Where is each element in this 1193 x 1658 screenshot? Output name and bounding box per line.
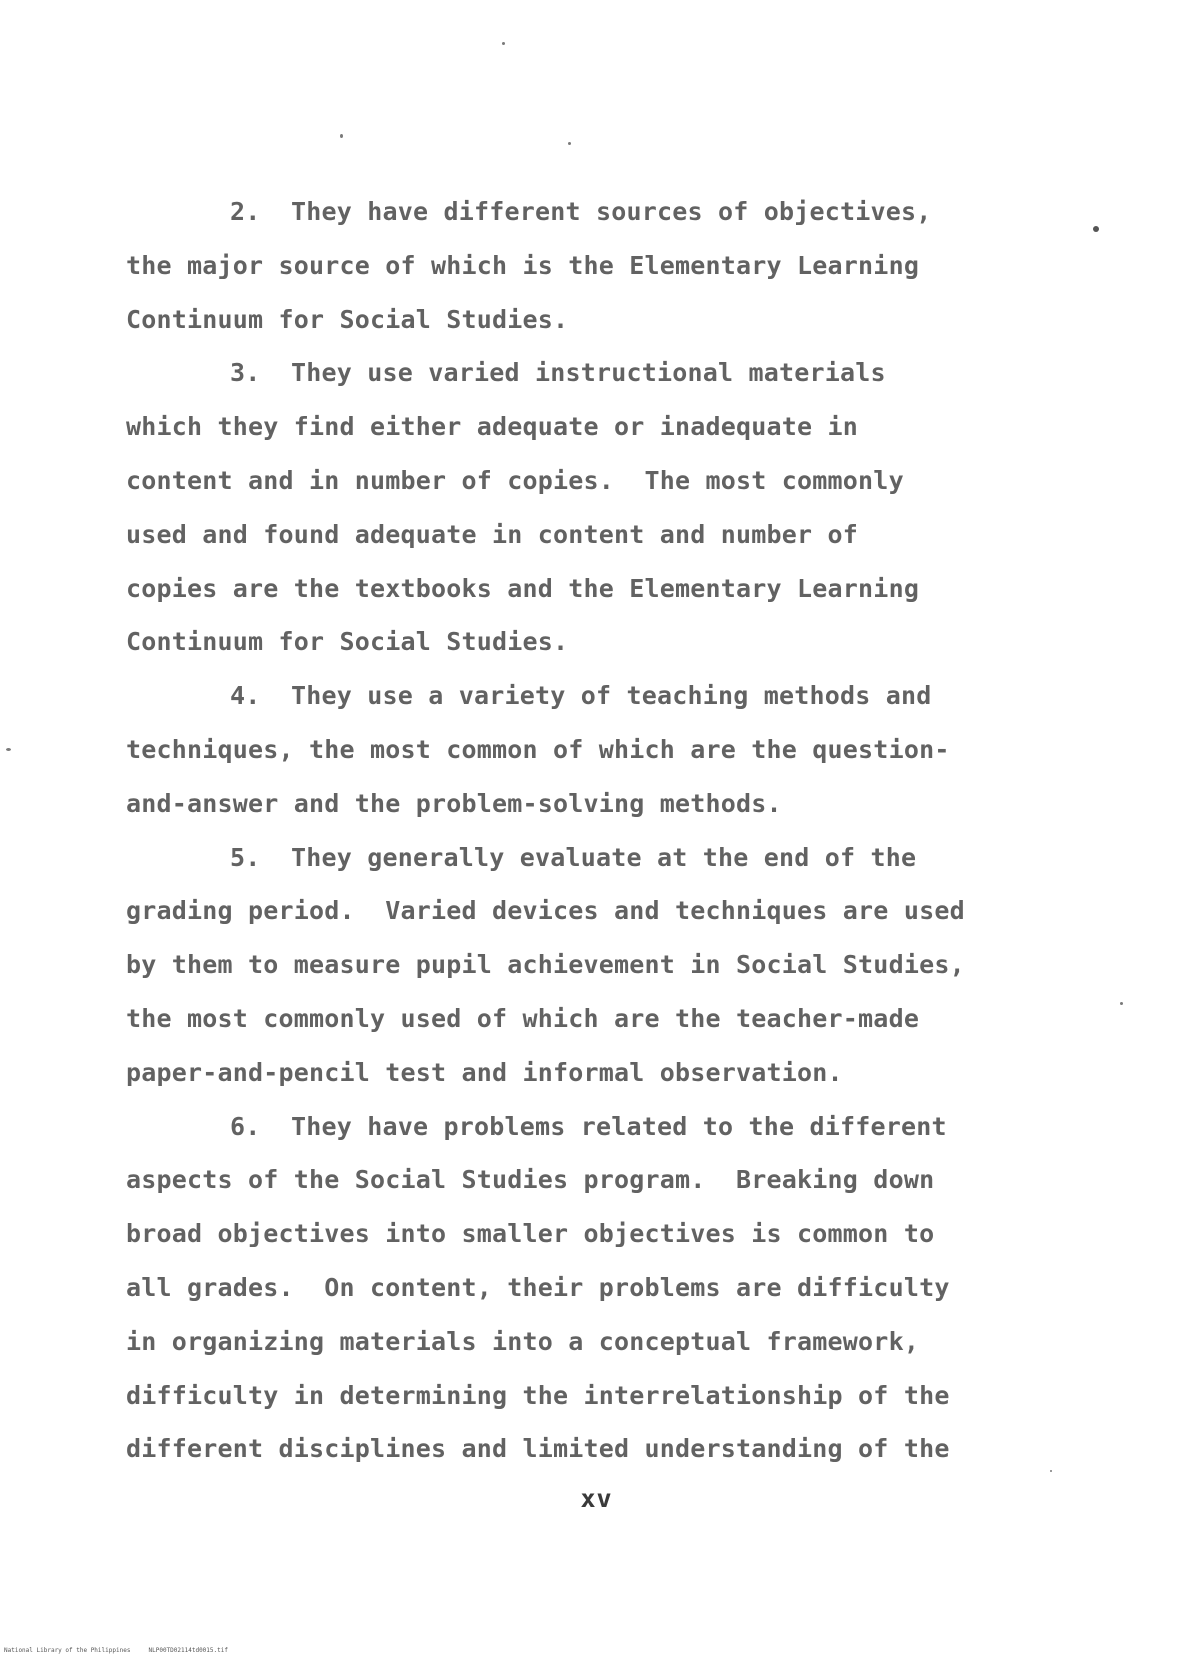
paragraph-line: copies are the textbooks and the Elementary Learning xyxy=(126,573,920,603)
paragraph-line: paper-and-pencil test and informal observation. xyxy=(126,1057,843,1087)
paragraph-line: grading period. Varied devices and techniques are used xyxy=(126,896,965,926)
scan-speck xyxy=(6,748,11,751)
paragraph-line: different disciplines and limited understanding of the xyxy=(126,1434,950,1464)
page-number: xv xyxy=(580,1484,613,1513)
scan-speck xyxy=(340,134,343,138)
paragraph-line: aspects of the Social Studies program. Breaking down xyxy=(126,1165,935,1195)
scan-speck xyxy=(1093,226,1099,232)
paragraph-line: the major source of which is the Elementary Learning xyxy=(126,250,920,280)
paragraph-line: 3. They use varied instructional materials xyxy=(230,358,886,388)
scan-speck xyxy=(502,42,505,45)
scan-speck xyxy=(1120,1002,1123,1005)
paragraph-line: broad objectives into smaller objectives is common to xyxy=(126,1219,935,1249)
paragraph-line: all grades. On content, their problems are difficulty xyxy=(126,1272,950,1302)
paragraph-line: 2. They have different sources of objectives, xyxy=(230,197,932,226)
paragraph-line: content and in number of copies. The most commonly xyxy=(126,465,904,495)
paragraph-line: Continuum for Social Studies. xyxy=(126,627,569,657)
paragraph-line: in organizing materials into a conceptual framework, xyxy=(126,1326,920,1356)
paragraph-line: 6. They have problems related to the different xyxy=(230,1111,947,1141)
scan-speck xyxy=(568,142,571,145)
paragraph-line: 5. They generally evaluate at the end of the xyxy=(230,842,917,872)
paragraph-line: used and found adequate in content and number of xyxy=(126,519,859,549)
paragraph-line: which they find either adequate or inadequate in xyxy=(126,412,859,442)
document-body xyxy=(126,185,1026,1476)
paragraph-line: techniques, the most common of which are the question- xyxy=(126,734,950,764)
scan-speck xyxy=(1050,1470,1052,1472)
paragraph-line: 4. They use a variety of teaching methods and xyxy=(230,681,932,711)
paragraph-line: the most commonly used of which are the teacher-made xyxy=(126,1003,920,1033)
paragraph-line: by them to measure pupil achievement in Social Studies, xyxy=(126,950,965,980)
paragraph-line: Continuum for Social Studies. xyxy=(126,304,569,334)
paragraph-line: difficulty in determining the interrelationship of the xyxy=(126,1380,950,1410)
paragraph-line: and-answer and the problem-solving methods. xyxy=(126,788,782,818)
scan-footer-note: National Library of the Philippines NLP00TD02114td0015.tif xyxy=(4,1647,228,1654)
